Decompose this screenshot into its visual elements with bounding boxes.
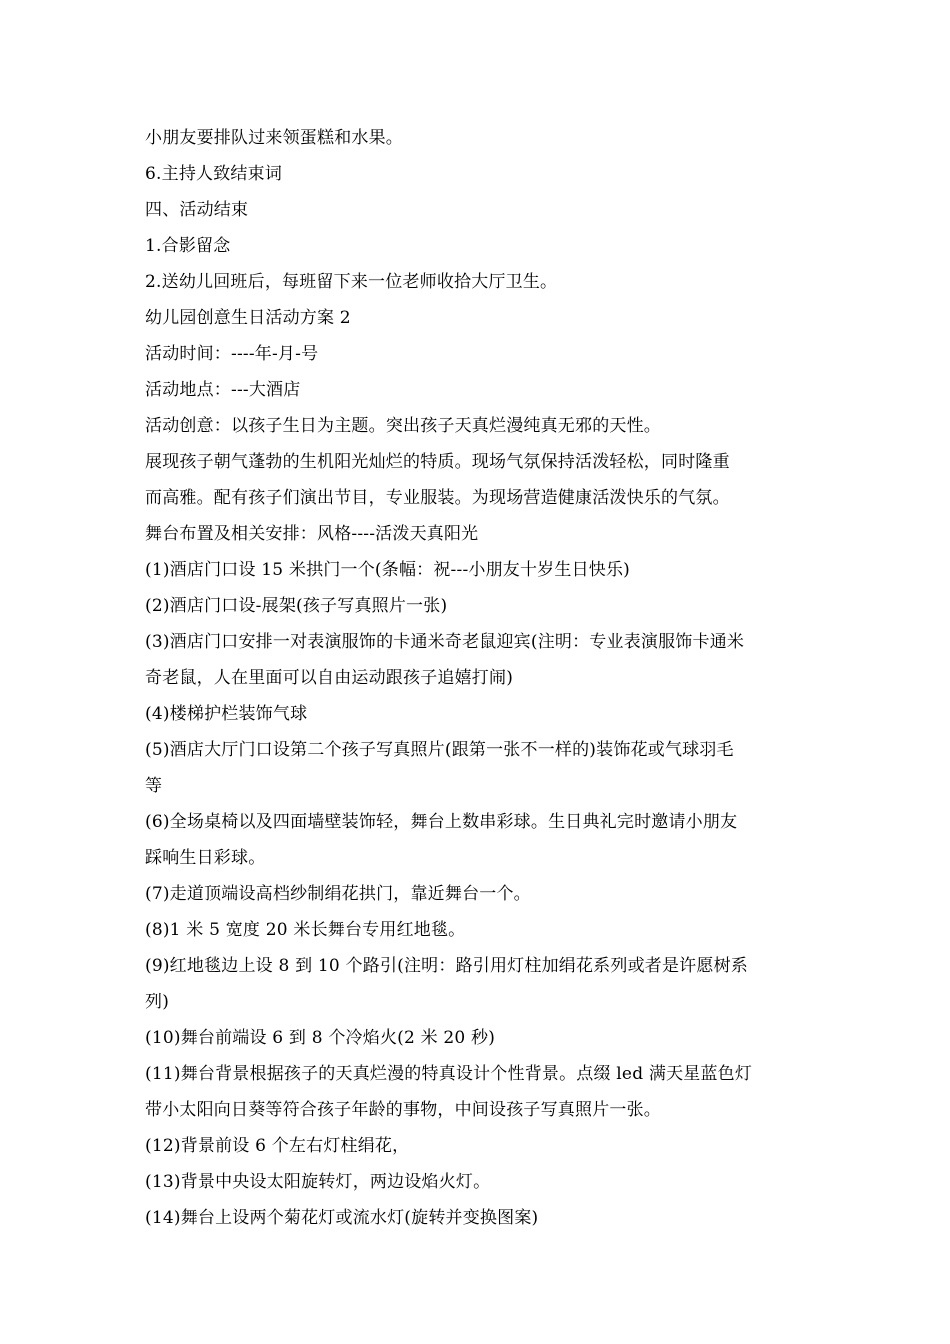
list-item-continuation: 列) bbox=[145, 992, 170, 1012]
list-item-continuation: 踩响生日彩球。 bbox=[145, 848, 266, 868]
list-item: (11)舞台背景根据孩子的天真烂漫的特真设计个性背景。点缀 led 满天星蓝色灯 bbox=[145, 1064, 753, 1084]
list-item: (6)全场桌椅以及四面墙壁装饰轻，舞台上数串彩球。生日典礼完时邀请小朋友 bbox=[145, 812, 738, 832]
text-line: 2.送幼儿回班后，每班留下来一位老师收拾大厅卫生。 bbox=[145, 272, 558, 292]
document-title: 幼儿园创意生日活动方案 2 bbox=[145, 308, 351, 328]
text-line: 舞台布置及相关安排：风格----活泼天真阳光 bbox=[145, 524, 479, 544]
section-heading: 四、活动结束 bbox=[145, 200, 249, 220]
list-item: (7)走道顶端设高档纱制绢花拱门，靠近舞台一个。 bbox=[145, 884, 531, 904]
text-line: 小朋友要排队过来领蛋糕和水果。 bbox=[145, 128, 403, 148]
list-item: (1)酒店门口设 15 米拱门一个(条幅：祝---小朋友十岁生日快乐) bbox=[145, 560, 631, 580]
list-item: (8)1 米 5 宽度 20 米长舞台专用红地毯。 bbox=[145, 920, 466, 940]
list-item: (4)楼梯护栏装饰气球 bbox=[145, 704, 308, 724]
list-item: (13)背景中央设太阳旋转灯，两边设焰火灯。 bbox=[145, 1172, 491, 1192]
list-item: (10)舞台前端设 6 到 8 个冷焰火(2 米 20 秒) bbox=[145, 1028, 496, 1048]
list-item: (2)酒店门口设-展架(孩子写真照片一张) bbox=[145, 596, 448, 616]
list-item: (14)舞台上设两个菊花灯或流水灯(旋转并变换图案) bbox=[145, 1208, 539, 1228]
list-item-continuation: 带小太阳向日葵等符合孩子年龄的事物，中间设孩子写真照片一张。 bbox=[145, 1100, 661, 1120]
list-item: (5)酒店大厅门口设第二个孩子写真照片(跟第一张不一样的)装饰花或气球羽毛 bbox=[145, 740, 734, 760]
text-line: 1.合影留念 bbox=[145, 236, 231, 256]
list-item: (12)背景前设 6 个左右灯柱绢花， bbox=[145, 1136, 410, 1156]
list-item-continuation: 奇老鼠，人在里面可以自由运动跟孩子追嬉打闹) bbox=[145, 668, 514, 688]
list-item: (3)酒店门口安排一对表演服饰的卡通米奇老鼠迎宾(注明：专业表演服饰卡通米 bbox=[145, 632, 745, 652]
text-line: 活动地点：---大酒店 bbox=[145, 380, 301, 400]
list-item: (9)红地毯边上设 8 到 10 个路引(注明：路引用灯柱加绢花系列或者是许愿树系 bbox=[145, 956, 748, 976]
text-line: 展现孩子朝气蓬勃的生机阳光灿烂的特质。现场气氛保持活泼轻松，同时隆重 bbox=[145, 452, 730, 472]
text-line: 6.主持人致结束词 bbox=[145, 164, 283, 184]
document-body bbox=[145, 120, 810, 1236]
list-item-continuation: 等 bbox=[145, 776, 163, 796]
text-line: 活动时间：----年-月-号 bbox=[145, 344, 319, 364]
text-line: 而高雅。配有孩子们演出节目，专业服装。为现场营造健康活泼快乐的气氛。 bbox=[145, 488, 730, 508]
text-line: 活动创意：以孩子生日为主题。突出孩子天真烂漫纯真无邪的天性。 bbox=[145, 416, 661, 436]
